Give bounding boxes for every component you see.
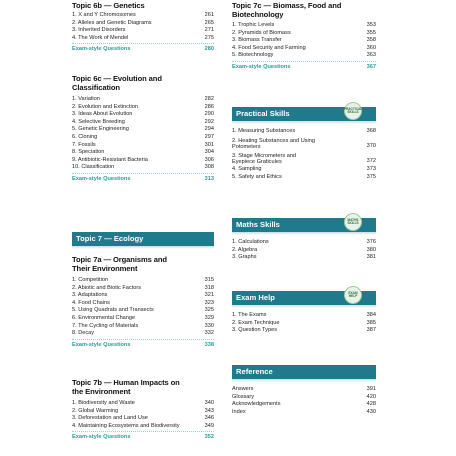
- toc-entry[interactable]: [72, 164, 214, 172]
- entry-label: Exam-style Questions: [232, 63, 291, 70]
- toc-entry[interactable]: [232, 254, 376, 262]
- banner-shadow: [232, 379, 376, 382]
- entry-label: 3. Stage Micrometers and Eyepiece Graticules: [232, 152, 297, 166]
- entry-page: 381: [366, 254, 376, 261]
- entry-page: 391: [366, 386, 376, 392]
- toc-entry[interactable]: [72, 400, 214, 408]
- entry-page: 280: [204, 46, 214, 53]
- toc-entry[interactable]: [72, 119, 214, 127]
- toc-entry[interactable]: [232, 37, 376, 45]
- toc-entry[interactable]: [72, 277, 214, 285]
- entry-label: 2. Exam Technique: [232, 319, 280, 326]
- toc-entry[interactable]: [72, 307, 214, 315]
- entry-page: 332: [204, 330, 214, 337]
- maths-skills-badge-icon: [344, 213, 362, 231]
- section-title: Topic 6b — Genetics: [72, 1, 145, 10]
- entry-page: 290: [204, 111, 214, 118]
- section-title-line: Biotechnology: [232, 10, 284, 19]
- toc-entry[interactable]: [232, 239, 376, 247]
- toc-entry[interactable]: [72, 157, 214, 165]
- banner-wrap: [232, 218, 376, 232]
- exam-questions-entry[interactable]: [72, 342, 214, 350]
- entry-label: 3. Biomass Transfer: [232, 37, 282, 44]
- entry-label: 9. Antibiotic-Resistant Bacteria: [72, 156, 148, 163]
- entry-page: 313: [204, 175, 214, 182]
- entry-page: 373: [366, 165, 376, 172]
- entry-label: 10. Classification: [72, 164, 115, 171]
- entry-label: 7. The Cycling of Materials: [72, 322, 139, 329]
- entry-page: 282: [204, 96, 214, 102]
- entry-page: 275: [204, 34, 214, 41]
- exam-questions-entry[interactable]: [72, 176, 214, 184]
- entry-label: 1. Trophic Levels: [232, 22, 275, 28]
- badge-text: EXAM HELP: [348, 290, 358, 298]
- entry-page: 265: [204, 19, 214, 26]
- entry-page: 346: [204, 415, 214, 422]
- toc-entry[interactable]: [232, 409, 376, 417]
- entry-page: 306: [204, 156, 214, 163]
- section-topic-7c: [232, 1, 376, 72]
- toc-entry[interactable]: [72, 415, 214, 423]
- toc-entry[interactable]: [232, 386, 376, 394]
- section-title-line: Topic 6c — Evolution and: [72, 74, 162, 83]
- divider: [72, 339, 214, 340]
- exam-questions-entry[interactable]: [232, 64, 376, 72]
- divider: [232, 61, 376, 62]
- section-title-line: Topic 7c — Biomass, Food and: [232, 1, 342, 10]
- entry-label: 1. Measuring Substances: [232, 128, 296, 134]
- entry-label: 2. Global Warming: [72, 407, 119, 414]
- toc-entry[interactable]: [72, 27, 214, 35]
- entry-label: Exam-style Questions: [72, 46, 131, 53]
- section-title-line: Topic 7b — Human Impacts on: [72, 378, 180, 387]
- entry-page: 329: [204, 314, 214, 321]
- badge-text: MATHS SKILLS: [347, 217, 359, 225]
- entry-page: 375: [366, 173, 376, 180]
- entry-page: 343: [204, 407, 214, 414]
- entry-page: 353: [366, 22, 376, 28]
- toc-entry[interactable]: [232, 153, 376, 166]
- toc-entry[interactable]: [72, 20, 214, 28]
- entry-page: 385: [366, 319, 376, 326]
- entry-page: 308: [204, 164, 214, 171]
- entry-label: 4. Sampling: [232, 165, 262, 172]
- section-maths-skills: [232, 218, 376, 262]
- entry-page: 349: [204, 422, 214, 429]
- section-title: [72, 74, 214, 92]
- toc-entry[interactable]: [72, 134, 214, 142]
- toc-entry[interactable]: [232, 166, 376, 174]
- toc-entry[interactable]: [72, 323, 214, 331]
- toc-entry[interactable]: [72, 292, 214, 300]
- section-banner: Practical Skills: [232, 107, 376, 121]
- section-title: [72, 378, 214, 396]
- toc-entry[interactable]: [232, 320, 376, 328]
- entry-page: 325: [204, 307, 214, 314]
- entry-label: Index: [232, 408, 246, 415]
- entry-page: 304: [204, 149, 214, 156]
- banner-shadow: [232, 305, 376, 308]
- entry-page: 321: [204, 292, 214, 299]
- badge-text: PRACTICAL SKILLS: [343, 106, 363, 114]
- banner-shadow: [232, 121, 376, 124]
- section-topic-7a: [72, 255, 214, 349]
- entry-page: 318: [204, 284, 214, 291]
- entry-page: 261: [204, 12, 214, 18]
- section-title-line: the Environment: [72, 387, 131, 396]
- entry-page: 323: [204, 299, 214, 306]
- section-exam-help: [232, 291, 376, 335]
- entry-page: 294: [204, 126, 214, 133]
- entry-page: 387: [366, 327, 376, 334]
- section-title: [72, 255, 214, 273]
- entry-label: 7. Fossils: [72, 141, 96, 148]
- entry-label: 2. Pyramids of Biomass: [232, 29, 291, 36]
- toc-entry[interactable]: [72, 142, 214, 150]
- entry-label: 5. Safety and Ethics: [232, 173, 282, 180]
- toc-entry[interactable]: [232, 52, 376, 60]
- entry-label: 3. Adaptations: [72, 292, 108, 299]
- entry-page: 380: [366, 246, 376, 253]
- section-title: [232, 1, 376, 19]
- entry-label: 1. Biodiversity and Waste: [72, 400, 135, 406]
- entry-label: 5. Genetic Engineering: [72, 126, 129, 133]
- section-title-line: Their Environment: [72, 264, 138, 273]
- toc-entry[interactable]: [72, 315, 214, 323]
- toc-entry[interactable]: [72, 96, 214, 104]
- entry-page: 338: [204, 341, 214, 348]
- entry-label: 3. Graphs: [232, 254, 257, 261]
- entry-label: 2. Abiotic and Biotic Factors: [72, 284, 142, 291]
- entry-label: 1. Competition: [72, 277, 109, 283]
- entry-page: 363: [366, 52, 376, 59]
- toc-entry[interactable]: [232, 128, 376, 136]
- toc-entry[interactable]: [72, 35, 214, 43]
- toc-entry[interactable]: [232, 327, 376, 335]
- toc-entry[interactable]: [232, 174, 376, 182]
- entry-label: 3. Question Types: [232, 327, 277, 334]
- toc-entry[interactable]: [232, 394, 376, 402]
- section-title-line: Topic 7a — Organisms and: [72, 255, 167, 264]
- entry-label: Exam-style Questions: [72, 341, 131, 348]
- exam-help-badge-icon: [344, 286, 362, 304]
- entry-page: 358: [366, 37, 376, 44]
- entry-label: 1. X and Y Chromosomes: [72, 12, 136, 18]
- entry-page: 360: [366, 44, 376, 51]
- entry-page: 286: [204, 103, 214, 110]
- toc-entry[interactable]: [232, 401, 376, 409]
- toc-entry[interactable]: [72, 126, 214, 134]
- entry-page: 271: [204, 27, 214, 34]
- entry-page: 301: [204, 141, 214, 148]
- toc-entry[interactable]: [232, 247, 376, 255]
- section-banner: Exam Help: [232, 291, 376, 305]
- entry-label: 2. Evolution and Extinction: [72, 103, 138, 110]
- entry-label: Exam-style Questions: [72, 175, 131, 182]
- section-banner: Maths Skills: [232, 218, 376, 232]
- toc-entry[interactable]: [72, 104, 214, 112]
- entry-page: 297: [204, 133, 214, 140]
- entry-label: 2. Alleles and Genetic Diagrams: [72, 19, 152, 26]
- section-practical-skills: [232, 107, 376, 181]
- entry-label: 4. Food Security and Farming: [232, 44, 306, 51]
- entry-page: 430: [366, 408, 376, 415]
- entry-label: 2. Algebra: [232, 246, 258, 253]
- banner-shadow: [232, 232, 376, 235]
- toc-entry[interactable]: [72, 285, 214, 293]
- entry-label: 4. Selective Breeding: [72, 118, 125, 125]
- entry-label: 5. Biotechnology: [232, 52, 274, 59]
- entry-label: 4. Maintaining Ecosystems and Biodiversity: [72, 422, 180, 429]
- divider: [72, 173, 214, 174]
- section-topic-6b: [72, 1, 214, 54]
- entry-page: 428: [366, 401, 376, 408]
- entry-label: 1. Variation: [72, 96, 100, 102]
- entry-label: 2. Heating Substances and Using Potometers: [232, 137, 316, 151]
- toc-entry[interactable]: [232, 138, 376, 151]
- entry-label: 5. Using Quadrats and Transects: [72, 307, 154, 314]
- divider: [72, 431, 214, 432]
- exam-questions-entry[interactable]: [72, 46, 214, 54]
- entry-page: 420: [366, 393, 376, 400]
- section-reference: [232, 365, 376, 416]
- section-topic-6c: [72, 74, 214, 184]
- toc-entry[interactable]: [72, 423, 214, 431]
- entry-page: 370: [366, 143, 376, 150]
- banner-wrap: [232, 291, 376, 305]
- entry-label: Answers: [232, 386, 254, 392]
- entry-page: 376: [366, 239, 376, 245]
- toc-entry[interactable]: [72, 300, 214, 308]
- entry-label: Glossary: [232, 393, 255, 400]
- entry-page: 340: [204, 400, 214, 406]
- toc-entry[interactable]: [72, 12, 214, 20]
- exam-questions-entry[interactable]: [72, 434, 214, 442]
- entry-label: 4. The Work of Mendel: [72, 34, 129, 41]
- entry-label: 6. Cloning: [72, 133, 98, 140]
- entry-label: 8. Speciation: [72, 149, 105, 156]
- entry-label: 3. Inherited Disorders: [72, 27, 126, 34]
- topic-7-banner-wrap: [72, 232, 214, 249]
- entry-page: 384: [366, 312, 376, 318]
- entry-label: 1. The Exams: [232, 312, 267, 318]
- toc-entry[interactable]: [232, 312, 376, 320]
- entry-label: 3. Deforestation and Land Use: [72, 415, 148, 422]
- practical-skills-badge-icon: [344, 102, 362, 120]
- toc-entry[interactable]: [232, 22, 376, 30]
- topic-banner: Topic 7 — Ecology: [72, 232, 214, 246]
- entry-page: 330: [204, 322, 214, 329]
- toc-entry[interactable]: [72, 111, 214, 119]
- section-topic-7b: [72, 378, 214, 442]
- divider: [72, 43, 214, 44]
- toc-entry[interactable]: [72, 408, 214, 416]
- banner-shadow: [72, 246, 214, 249]
- entry-page: 315: [204, 277, 214, 283]
- entry-label: 8. Decay: [72, 330, 95, 337]
- entry-page: 372: [366, 158, 376, 165]
- entry-label: 3. Ideas About Evolution: [72, 111, 133, 118]
- entry-page: 292: [204, 118, 214, 125]
- toc-entry[interactable]: [72, 330, 214, 338]
- entry-page: 352: [204, 434, 214, 441]
- entry-label: Acknowledgements: [232, 401, 281, 408]
- banner-wrap: [232, 107, 376, 121]
- entry-page: 355: [366, 29, 376, 36]
- entry-label: 4. Food Chains: [72, 299, 110, 306]
- entry-label: 6. Environmental Change: [72, 314, 136, 321]
- entry-page: 368: [366, 128, 376, 134]
- section-title-line: Classification: [72, 83, 120, 92]
- entry-label: Exam-style Questions: [72, 434, 131, 441]
- section-banner: Reference: [232, 365, 376, 379]
- toc-entry[interactable]: [232, 45, 376, 53]
- toc-entry[interactable]: [72, 149, 214, 157]
- entry-page: 367: [366, 63, 376, 70]
- entry-label: 1. Calculations: [232, 239, 269, 245]
- toc-entry[interactable]: [232, 30, 376, 38]
